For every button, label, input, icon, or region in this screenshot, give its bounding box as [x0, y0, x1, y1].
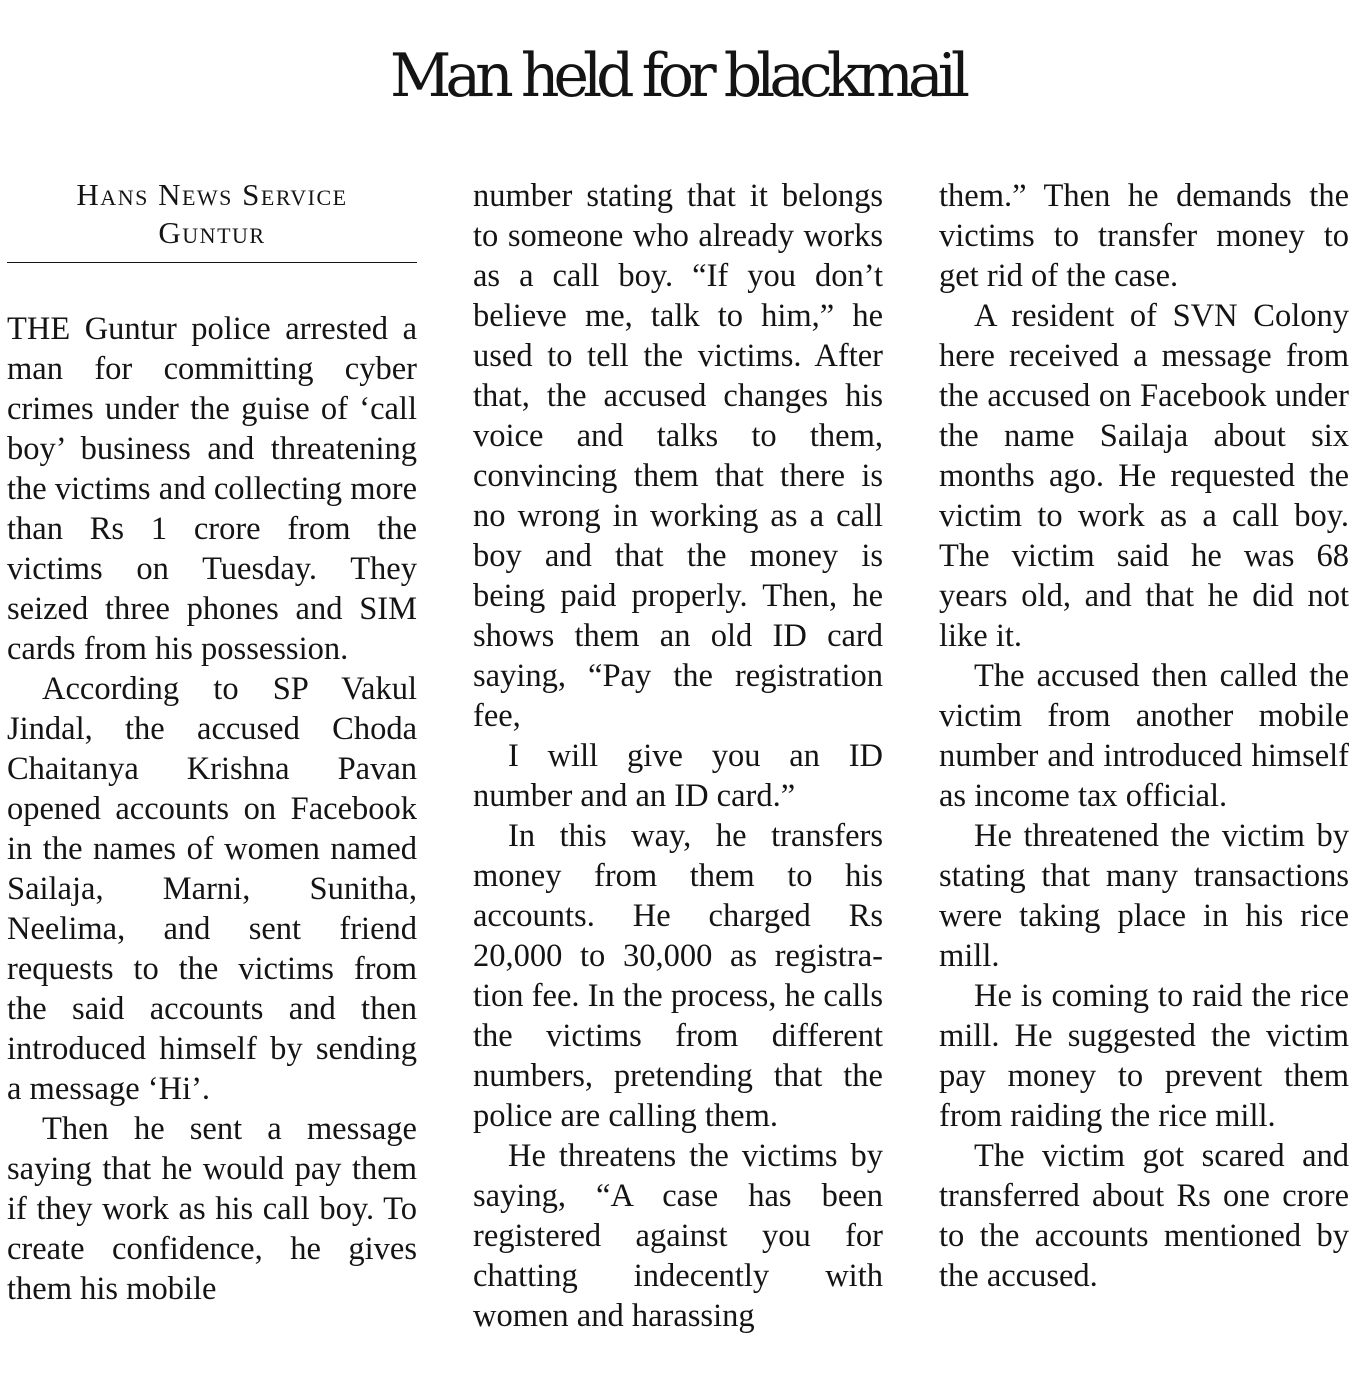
article-body-part-3: [939, 176, 1349, 1296]
paragraph: According to SP Vakul Jindal, the accused Choda Chaitanya Krishna Pavan opened accounts on Facebook in the names of women named Sailaja, Marni, Sunitha, Neelima, and sent friend requests to the victims from the said accounts and then introduced himself by sending a message ‘Hi’.: [7, 671, 417, 1107]
byline-divider: [7, 262, 417, 263]
paragraph: I will give you an ID number and an ID card.”: [473, 738, 883, 814]
article-column-3: [939, 176, 1349, 1296]
paragraph: The accused then called the victim from another mobile number and introduced himself as income tax official.: [939, 658, 1349, 814]
paragraph: them.” Then he demands the victims to transfer money to get rid of the case.: [939, 178, 1349, 294]
paragraph: In this way, he transfers money from them to his accounts. He charged Rs 20,000 to 30,000 as registration fee. In the process, he calls the victims from different numbers, pretending that the police are calling them.: [473, 818, 883, 1134]
paragraph: He threatened the victim by stating that many transactions were taking place in his rice mill.: [939, 818, 1349, 974]
paragraph: The victim got scared and transferred about Rs one crore to the accounts mentioned by the accused.: [939, 1138, 1349, 1294]
byline: [7, 176, 417, 252]
headline: Man held for blackmail: [389, 41, 965, 111]
paragraph: Then he sent a message saying that he would pay them if they work as his call boy. To create confidence, he gives them his mobile: [7, 1111, 417, 1307]
byline-agency: Hans News Service: [76, 177, 348, 212]
paragraph: THE Guntur police arrested a man for committing cyber crimes under the guise of ‘call boy’ business and threatening the victims and collecting more than Rs 1 crore from the victims on Tuesday. They seized three phones and SIM cards from his possession.: [7, 311, 417, 667]
article-column-2: [473, 176, 883, 1336]
article-body-part-1: [7, 309, 417, 1309]
paragraph: A resident of SVN Colony here received a message from the accused on Facebook under the name Sailaja about six months ago. He requested the victim to work as a call boy. The victim said he was 68 years old, and that he did not like it.: [939, 298, 1349, 654]
article-column-1: [7, 176, 417, 1309]
byline-location: Guntur: [158, 215, 266, 250]
paragraph: number stating that it belongs to someone who already works as a call boy. “If you don’t believe me, talk to him,” he used to tell the victims. After that, the accused changes his voice and talks to them, convincing them that there is no wrong in working as a call boy and that the money is being paid properly. Then, he shows them an old ID card saying, “Pay the registration fee,: [473, 178, 883, 734]
article-body-part-2: [473, 176, 883, 1336]
paragraph: He threatens the victims by saying, “A case has been registered against you for chatting indecently with women and harassing: [473, 1138, 883, 1334]
paragraph: He is coming to raid the rice mill. He suggested the victim pay money to prevent them from raiding the rice mill.: [939, 978, 1349, 1134]
